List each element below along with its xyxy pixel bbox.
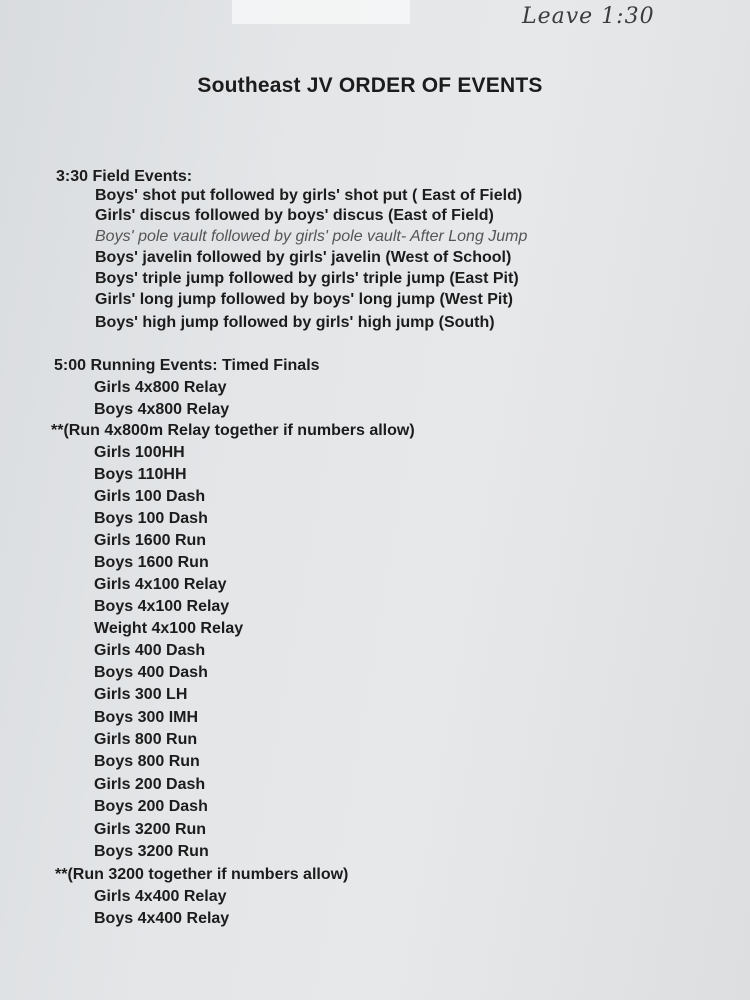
running-event-item: Girls 800 Run	[94, 731, 198, 748]
running-event-item: Girls 4x100 Relay	[94, 576, 227, 593]
field-event-item: Girls' long jump followed by boys' long jump (West Pit)	[95, 291, 513, 308]
running-event-item: Boys 4x400 Relay	[94, 910, 230, 927]
document-title: Southeast JV ORDER OF EVENTS	[197, 74, 543, 97]
running-events-heading: 5:00 Running Events: Timed Finals	[54, 357, 320, 374]
running-event-item: Boys 800 Run	[94, 753, 200, 770]
running-event-item: Weight 4x100 Relay	[94, 620, 244, 637]
field-event-item: Boys' shot put followed by girls' shot put ( East of Field)	[95, 187, 523, 204]
field-event-item: Boys' pole vault followed by girls' pole vault- After Long Jump	[95, 228, 528, 245]
field-event-item: Girls' discus followed by boys' discus (East of Field)	[95, 207, 494, 224]
running-event-item: Boys 110HH	[94, 466, 187, 483]
running-event-item: Girls 3200 Run	[94, 821, 207, 838]
running-event-item: Girls 300 LH	[94, 686, 188, 703]
running-event-item: Girls 4x400 Relay	[94, 888, 227, 905]
field-event-item: Boys' javelin followed by girls' javelin (West of School)	[95, 249, 512, 266]
running-event-item: Boys 1600 Run	[94, 554, 209, 571]
running-event-item: Girls 100 Dash	[94, 488, 206, 505]
running-event-item: Boys 4x800 Relay	[94, 401, 230, 418]
running-event-item: Boys 300 IMH	[94, 709, 199, 726]
running-event-item: Boys 4x100 Relay	[94, 598, 230, 615]
running-event-item: Girls 1600 Run	[94, 532, 207, 549]
running-event-item: Boys 200 Dash	[94, 798, 208, 815]
field-event-item: Boys' high jump followed by girls' high jump (South)	[95, 314, 495, 331]
field-events-heading: 3:30 Field Events:	[56, 168, 193, 185]
running-event-item: Boys 400 Dash	[94, 664, 208, 681]
running-event-note: **(Run 4x800m Relay together if numbers allow)	[51, 422, 415, 439]
tape-strip	[232, 0, 410, 24]
running-event-item: Girls 200 Dash	[94, 776, 206, 793]
running-event-item: Boys 3200 Run	[94, 843, 209, 860]
field-event-item: Boys' triple jump followed by girls' triple jump (East Pit)	[95, 270, 519, 287]
handwritten-note: Leave 1:30	[522, 4, 655, 29]
running-event-item: Girls 100HH	[94, 444, 185, 461]
running-event-item: Girls 400 Dash	[94, 642, 206, 659]
running-event-item: Girls 4x800 Relay	[94, 379, 227, 396]
running-event-note: **(Run 3200 together if numbers allow)	[55, 866, 349, 883]
running-event-item: Boys 100 Dash	[94, 510, 208, 527]
